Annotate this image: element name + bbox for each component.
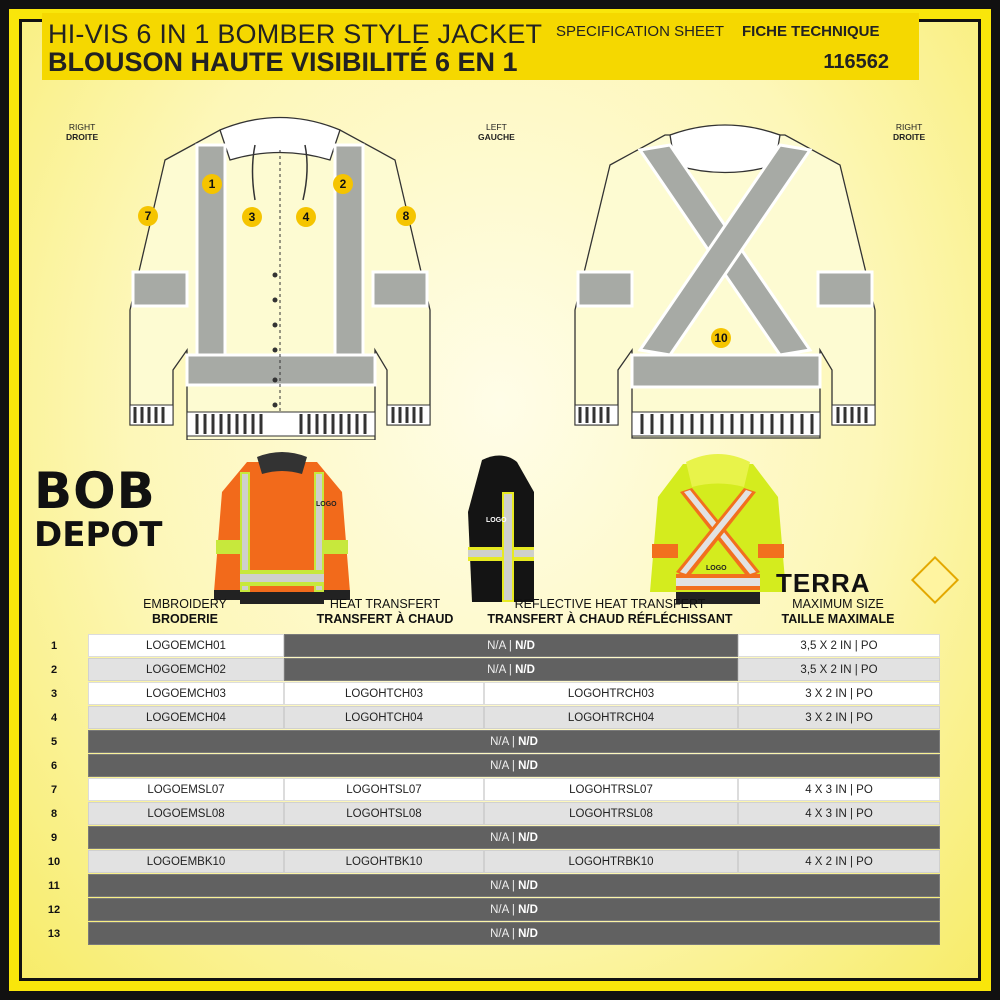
table-row bbox=[38, 802, 920, 826]
title-english: HI-VIS 6 IN 1 BOMBER STYLE JACKET bbox=[48, 19, 543, 49]
back-right-label bbox=[893, 122, 925, 142]
table-row bbox=[38, 922, 920, 946]
reflective-transfer-cell: LOGOHTRCH03 bbox=[484, 682, 738, 705]
na-cell: N/A | N/D bbox=[284, 634, 738, 657]
yellow-jacket-back-photo bbox=[648, 452, 788, 612]
back-right-label-fr: DROITE bbox=[893, 132, 926, 142]
photo-logo-label-black: LOGO bbox=[486, 517, 507, 524]
row-number: 7 bbox=[50, 784, 58, 796]
reflective-transfer-cell: LOGOHTRBK10 bbox=[484, 850, 738, 873]
row-number: 9 bbox=[50, 832, 58, 844]
heat-transfer-cell: LOGOHTBK10 bbox=[284, 850, 484, 873]
na-cell: N/A | N/D bbox=[88, 922, 940, 945]
column-header-reflective-en: REFLECTIVE HEAT TRANSFERT bbox=[514, 597, 706, 611]
column-header-max-size-fr: TAILLE MAXIMALE bbox=[781, 612, 895, 626]
table-row bbox=[38, 754, 920, 778]
heat-transfer-cell: LOGOHTSL08 bbox=[284, 802, 484, 825]
table-row bbox=[38, 850, 920, 874]
embroidery-cell: LOGOEMCH04 bbox=[88, 706, 284, 729]
row-number: 2 bbox=[50, 664, 58, 676]
max-size-cell: 3 X 2 IN | PO bbox=[738, 706, 940, 729]
row-number: 5 bbox=[50, 736, 58, 748]
heat-transfer-cell: LOGOHTCH03 bbox=[284, 682, 484, 705]
row-number: 8 bbox=[50, 808, 58, 820]
front-right-label-en: RIGHT bbox=[68, 122, 96, 132]
heat-transfer-cell: LOGOHTCH04 bbox=[284, 706, 484, 729]
row-number: 10 bbox=[47, 856, 61, 868]
row-number: 12 bbox=[47, 904, 61, 916]
embroidery-cell: LOGOEMSL08 bbox=[88, 802, 284, 825]
position-marker-8: 8 bbox=[396, 206, 416, 226]
max-size-cell: 4 X 3 IN | PO bbox=[738, 802, 940, 825]
position-marker-4: 4 bbox=[296, 207, 316, 227]
na-cell: N/A | N/D bbox=[88, 754, 940, 777]
embroidery-cell: LOGOEMCH01 bbox=[88, 634, 284, 657]
table-row bbox=[38, 706, 920, 730]
table-row bbox=[38, 778, 920, 802]
max-size-cell: 4 X 2 IN | PO bbox=[738, 850, 940, 873]
row-number: 6 bbox=[50, 760, 58, 772]
reflective-transfer-cell: LOGOHTRSL07 bbox=[484, 778, 738, 801]
back-right-label-en: RIGHT bbox=[895, 122, 923, 132]
table-row bbox=[38, 874, 920, 898]
logo-specification-table bbox=[38, 634, 920, 946]
spec-sheet-label-en: SPECIFICATION SHEET bbox=[556, 23, 725, 40]
left-label bbox=[478, 122, 515, 142]
back-jacket-drawing bbox=[570, 120, 880, 440]
column-header-embroidery-fr: BRODERIE bbox=[152, 612, 218, 626]
table-row bbox=[38, 658, 920, 682]
na-cell: N/A | N/D bbox=[284, 658, 738, 681]
row-number: 1 bbox=[50, 640, 58, 652]
bob-logo-line1: BOB bbox=[34, 462, 156, 520]
max-size-cell: 3 X 2 IN | PO bbox=[738, 682, 940, 705]
title-french: BLOUSON HAUTE VISIBILITÉ 6 EN 1 bbox=[48, 47, 518, 77]
spec-sheet-label-fr: FICHE TECHNIQUE bbox=[742, 23, 880, 40]
front-right-label bbox=[66, 122, 98, 142]
row-number: 3 bbox=[50, 688, 58, 700]
front-jacket-drawing bbox=[125, 110, 435, 440]
bob-logo-line2: DEPOT bbox=[34, 515, 163, 555]
na-cell: N/A | N/D bbox=[88, 898, 940, 921]
product-number: 116562 bbox=[823, 51, 889, 73]
table-row bbox=[38, 682, 920, 706]
max-size-cell: 3,5 X 2 IN | PO bbox=[738, 634, 940, 657]
row-number: 11 bbox=[48, 880, 60, 892]
table-row bbox=[38, 730, 920, 754]
left-label-en: LEFT bbox=[486, 122, 507, 132]
table-row bbox=[38, 634, 920, 658]
column-header-heat-transfer-fr: TRANSFERT À CHAUD bbox=[316, 612, 454, 626]
row-number: 4 bbox=[50, 712, 58, 724]
na-cell: N/A | N/D bbox=[88, 730, 940, 753]
column-header-heat-transfer bbox=[300, 597, 470, 627]
position-marker-3: 3 bbox=[242, 207, 262, 227]
photo-logo-label-orange: LOGO bbox=[316, 501, 337, 508]
embroidery-cell: LOGOEMSL07 bbox=[88, 778, 284, 801]
reflective-transfer-cell: LOGOHTRCH04 bbox=[484, 706, 738, 729]
position-marker-10: 10 bbox=[711, 328, 731, 348]
position-marker-2: 2 bbox=[333, 174, 353, 194]
column-header-reflective bbox=[480, 597, 740, 627]
left-label-fr: GAUCHE bbox=[478, 132, 515, 142]
black-jacket-side-photo bbox=[462, 452, 542, 612]
heat-transfer-cell: LOGOHTSL07 bbox=[284, 778, 484, 801]
column-header-embroidery-en: EMBROIDERY bbox=[143, 597, 227, 611]
position-marker-7: 7 bbox=[138, 206, 158, 226]
embroidery-cell: LOGOEMCH03 bbox=[88, 682, 284, 705]
table-row bbox=[38, 826, 920, 850]
orange-jacket-photo bbox=[212, 452, 352, 612]
max-size-cell: 3,5 X 2 IN | PO bbox=[738, 658, 940, 681]
photo-logo-label-yellow: LOGO bbox=[706, 565, 727, 572]
na-cell: N/A | N/D bbox=[88, 826, 940, 849]
max-size-cell: 4 X 3 IN | PO bbox=[738, 778, 940, 801]
column-header-max-size-en: MAXIMUM SIZE bbox=[792, 597, 884, 611]
table-row bbox=[38, 898, 920, 922]
column-header-max-size bbox=[768, 597, 908, 627]
front-right-label-fr: DROITE bbox=[66, 132, 99, 142]
header-bar bbox=[42, 13, 919, 80]
na-cell: N/A | N/D bbox=[88, 874, 940, 897]
column-header-reflective-fr: TRANSFERT À CHAUD RÉFLÉCHISSANT bbox=[487, 612, 733, 626]
embroidery-cell: LOGOEMBK10 bbox=[88, 850, 284, 873]
column-header-embroidery bbox=[120, 597, 250, 627]
embroidery-cell: LOGOEMCH02 bbox=[88, 658, 284, 681]
column-header-heat-transfer-en: HEAT TRANSFERT bbox=[329, 597, 441, 611]
reflective-transfer-cell: LOGOHTRSL08 bbox=[484, 802, 738, 825]
position-marker-1: 1 bbox=[202, 174, 222, 194]
terra-logo: TERRA bbox=[776, 568, 871, 598]
row-number: 13 bbox=[47, 928, 61, 940]
bob-depot-logo bbox=[34, 462, 169, 555]
